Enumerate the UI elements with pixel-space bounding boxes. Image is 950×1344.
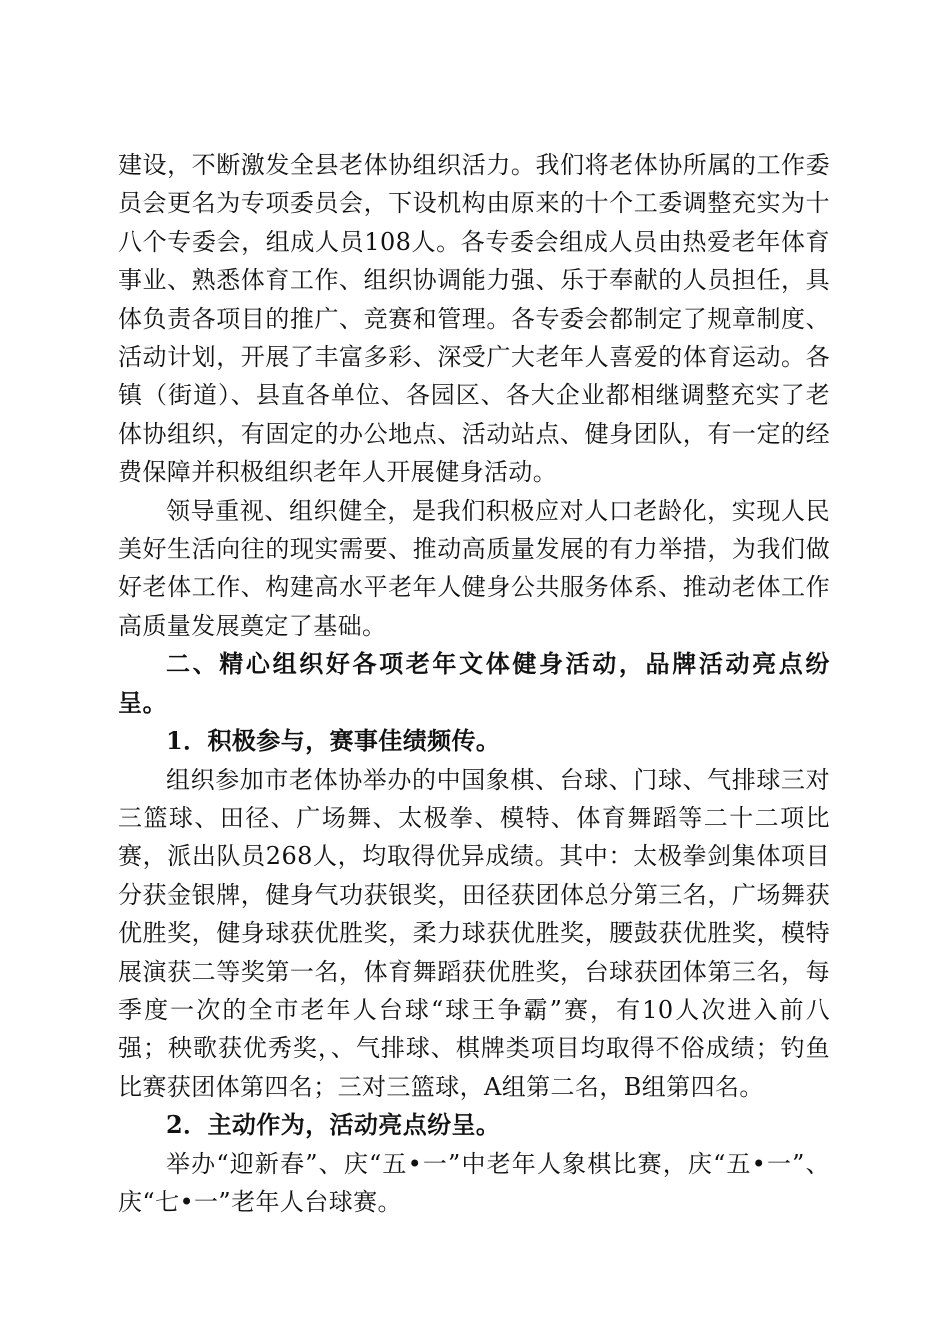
subsection-2-heading: 2．主动作为，活动亮点纷呈。 [166, 1110, 501, 1140]
subsection-1-body: 组织参加市老体协举办的中国象棋、台球、门球、气排球三对三篮球、田径、广场舞、太极拳、模特、体育舞蹈等二十二项比赛，派出队员268人，均取得优异成绩。其中：太极拳剑集体项目分获金银牌，健身气功获银奖，田径获团体总分第三名，广场舞获优胜奖，健身球获优胜奖，柔力球获优胜奖，腰鼓获优胜奖，模特展演获二等奖第一名，体育舞蹈获优胜奖，台球获团体第三名，每季度一次的全市老年人台球“球王争霸”赛，有10人次进入前八强；秧歌获优秀奖，、气排球、棋牌类项目均取得不俗成绩；钓鱼比赛获团体第四名；三对三篮球，A组第二名，B组第四名。 [118, 765, 830, 1101]
section-heading: 二、精心组织好各项老年文体健身活动，品牌活动亮点纷呈。 [118, 650, 830, 717]
subsection-1-heading: 1．积极参与，赛事佳绩频传。 [166, 726, 501, 756]
subsection-2-body: 举办“迎新春”、庆“五•一”中老年人象棋比赛，庆“五•一”、庆“七•一”老年人台球赛。 [118, 1149, 830, 1216]
document-page [118, 146, 830, 1221]
paragraph-leadership: 领导重视、组织健全，是我们积极应对人口老龄化，实现人民美好生活向往的现实需要、推动高质量发展的有力举措，为我们做好老体工作、构建高水平老年人健身公共服务体系、推动老体工作高质量发展奠定了基础。 [118, 496, 830, 640]
paragraph-organization: 建设，不断激发全县老体协组织活力。我们将老体协所属的工作委员会更名为专项委员会，下设机构由原来的十个工委调整充实为十八个专委会，组成人员108人。各专委会组成人员由热爱老年体育事业、熟悉体育工作、组织协调能力强、乐于奉献的人员担任，具体负责各项目的推广、竞赛和管理。各专委会都制定了规章制度、活动计划，开展了丰富多彩、深受广大老年人喜爱的体育运动。各镇（街道）、县直各单位、各园区、各大企业都相继调整充实了老体协组织，有固定的办公地点、活动站点、健身团队，有一定的经费保障并积极组织老年人开展健身活动。 [118, 151, 830, 487]
